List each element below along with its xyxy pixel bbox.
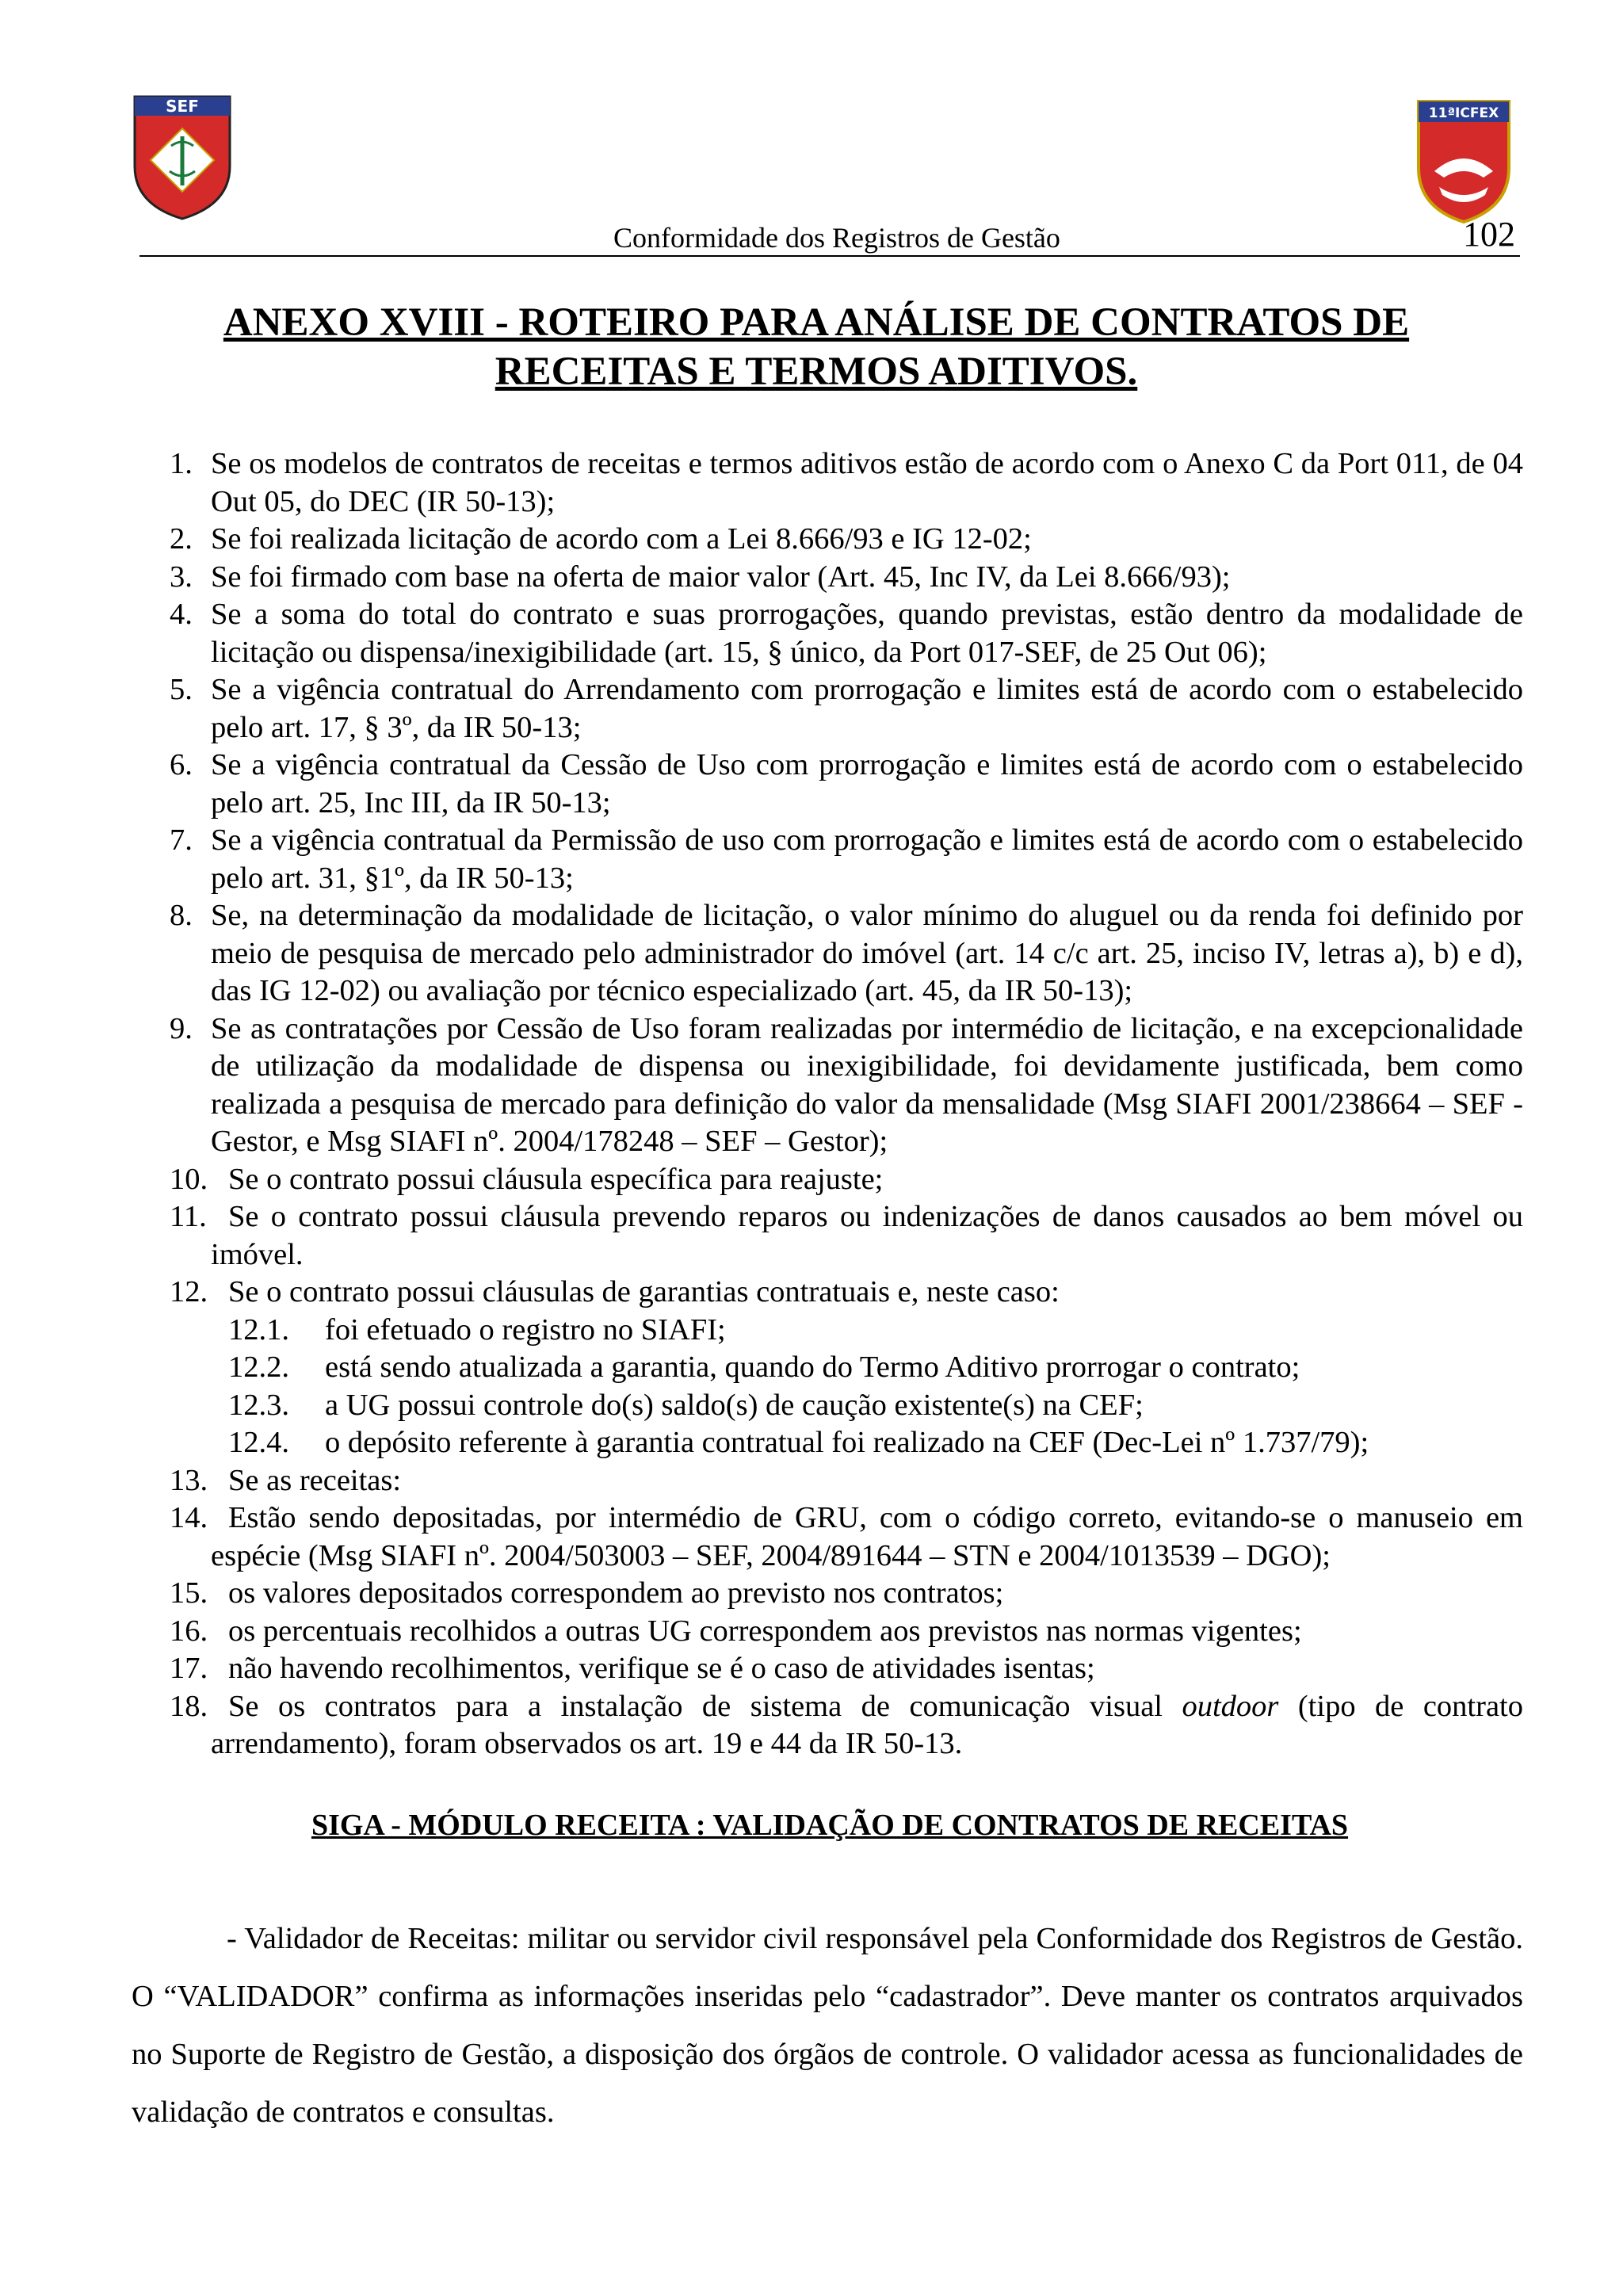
item-number: 9. (170, 1011, 193, 1045)
sef-logo-text: SEF (166, 97, 199, 116)
subitem-number: 12.2. (228, 1350, 289, 1384)
list-item (158, 1575, 1523, 1613)
subitem-number: 12.4. (228, 1426, 289, 1459)
item-text: Se o contrato possui cláusulas de garantias contratuais e, neste caso: (228, 1275, 1060, 1308)
page-number: 102 (1463, 215, 1515, 254)
item-text: Estão sendo depositadas, por intermédio de GRU, com o código correto, evitando-se o manuseio em espécie (Msg SIAFI nº. 2004/503003 – SEF, 2004/891644 – STN e 2004/1013539 – DGO); (211, 1501, 1523, 1572)
item-number: 2. (170, 522, 193, 556)
list-item (158, 521, 1523, 559)
checklist (158, 445, 1523, 1763)
item-number: 16. (170, 1614, 208, 1648)
subitem-number: 12.3. (228, 1388, 289, 1422)
item-number: 10. (170, 1162, 208, 1196)
header-title: Conformidade dos Registros de Gestão (613, 222, 1060, 254)
list-item (158, 1499, 1523, 1575)
item-text-part: (tipo de contrato arrendamento), foram observados os art. 19 e 44 da IR 50-13. (211, 1689, 1523, 1760)
list-item (158, 1462, 1523, 1500)
sef-logo (132, 94, 233, 226)
item-text: não havendo recolhimentos, verifique se é o caso de atividades isentas; (228, 1652, 1095, 1685)
annex-title (158, 298, 1474, 396)
item-text: Se foi realizada licitação de acordo com a Lei 8.666/93 e IG 12-02; (211, 522, 1032, 556)
item-number: 1. (170, 447, 193, 480)
item-number: 13. (170, 1463, 208, 1497)
list-item (158, 596, 1523, 671)
list-item (158, 1198, 1523, 1274)
list-item (158, 1688, 1523, 1763)
item-text: Se a soma do total do contrato e suas prorrogações, quando previstas, estão dentro da modalidade de licitação ou dispensa/inexigibilidade (art. 15, § único, da Port 017-SEF, de 25 Out 06); (211, 598, 1523, 669)
list-item (158, 559, 1523, 597)
section-subtitle: SIGA - MÓDULO RECEITA : VALIDAÇÃO DE CONTRATOS DE RECEITAS (311, 1809, 1349, 1842)
list-item (158, 671, 1523, 747)
subitem-text: foi efetuado o registro no SIAFI; (325, 1312, 726, 1347)
list-item (158, 1010, 1523, 1161)
item-text: Se as receitas: (228, 1463, 402, 1497)
sub-list-item (158, 1387, 1523, 1425)
subitem-text: a UG possui controle do(s) saldo(s) de caução existente(s) na CEF; (325, 1388, 1144, 1422)
item-text: Se a vigência contratual do Arrendamento com prorrogação e limites está de acordo com o estabelecido pelo art. 17, § 3º, da IR 50-13; (211, 673, 1523, 744)
item-text-italic: outdoor (1182, 1689, 1279, 1723)
item-text (211, 1690, 1523, 1761)
sub-list-item (158, 1424, 1523, 1462)
page-header (139, 215, 1520, 257)
item-number: 12. (170, 1275, 208, 1308)
item-text: Se a vigência contratual da Cessão de Uso com prorrogação e limites está de acordo com o estabelecido pelo art. 25, Inc III, da IR 50-13; (211, 748, 1523, 819)
list-item (158, 1650, 1523, 1688)
item-number: 14. (170, 1501, 208, 1534)
sub-list-item (158, 1312, 1523, 1350)
item-text: Se foi firmado com base na oferta de maior valor (Art. 45, Inc IV, da Lei 8.666/93); (211, 560, 1231, 594)
list-item (158, 1274, 1523, 1312)
item-number: 7. (170, 823, 193, 857)
item-text-part: Se os contratos para a instalação de sistema de comunicação visual (228, 1689, 1182, 1723)
item-text: Se os modelos de contratos de receitas e termos aditivos estão de acordo com o Anexo C da Port 011, de 04 Out 05, do DEC (IR 50-13); (211, 447, 1523, 518)
item-text: os valores depositados correspondem ao previsto nos contratos; (228, 1576, 1004, 1610)
list-item (158, 822, 1523, 897)
annex-title-line1: ANEXO XVIII - ROTEIRO PARA ANÁLISE DE CONTRATOS DE (223, 300, 1410, 345)
list-item (158, 445, 1523, 521)
icfex-logo (1415, 98, 1512, 229)
item-number: 6. (170, 748, 193, 781)
annex-title-line2: RECEITAS E TERMOS ADITIVOS. (495, 350, 1138, 394)
subitem-number: 12.1. (228, 1312, 289, 1347)
list-item (158, 1613, 1523, 1651)
subitem-text: está sendo atualizada a garantia, quando do Termo Aditivo prorrogar o contrato; (325, 1350, 1300, 1384)
body-paragraph (132, 1910, 1523, 2141)
item-number: 17. (170, 1652, 208, 1685)
item-number: 11. (170, 1200, 207, 1233)
item-text: Se o contrato possui cláusula prevendo reparos ou indenizações de danos causados ao bem móvel ou imóvel. (211, 1200, 1523, 1271)
icfex-logo-text: 11ªICFEX (1428, 105, 1499, 121)
item-text: Se as contratações por Cessão de Uso foram realizadas por intermédio de licitação, e na excepcionalidade de utilização da modalidade de dispensa ou inexigibilidade, foi devidamente justificada, bem como realizada a pesquisa de mercado para definição do valor da mensalidade (Msg SIAFI 2001/238664 – SEF - Gestor, e Msg SIAFI nº. 2004/178248 – SEF – Gestor); (211, 1011, 1523, 1158)
item-number: 3. (170, 560, 193, 594)
list-item (158, 897, 1523, 1010)
list-item (158, 1161, 1523, 1199)
item-number: 8. (170, 899, 193, 932)
item-number: 5. (170, 673, 193, 706)
paragraph-text: - Validador de Receitas: militar ou servidor civil responsável pela Conformidade dos Registros de Gestão. O “VALIDADOR” confirma as informações inseridas pelo “cadastrador”. Deve manter os contratos arquivados no Suporte de Registro de Gestão, a disposição dos órgãos de controle. O validador acessa as funcionalidades de validação de contratos e consultas. (132, 1922, 1523, 2129)
item-number: 15. (170, 1576, 208, 1610)
sub-list-item (158, 1349, 1523, 1387)
item-text: Se o contrato possui cláusula específica para reajuste; (228, 1162, 884, 1196)
item-text: Se, na determinação da modalidade de licitação, o valor mínimo do aluguel ou da renda foi definido por meio de pesquisa de mercado pelo administrador do imóvel (art. 14 c/c art. 25, inciso IV, letras a), b) e d), das IG 12-02) ou avaliação por técnico especializado (art. 45, da IR 50-13); (211, 899, 1523, 1007)
list-item (158, 747, 1523, 822)
item-text: Se a vigência contratual da Permissão de uso com prorrogação e limites está de acordo com o estabelecido pelo art. 31, §1º, da IR 50-13; (211, 823, 1523, 895)
item-number: 18. (170, 1689, 208, 1723)
item-text: os percentuais recolhidos a outras UG correspondem aos previstos nas normas vigentes; (228, 1614, 1302, 1648)
subitem-text: o depósito referente à garantia contratual foi realizado na CEF (Dec-Lei nº 1.737/79); (325, 1426, 1369, 1459)
item-number: 4. (170, 598, 193, 631)
